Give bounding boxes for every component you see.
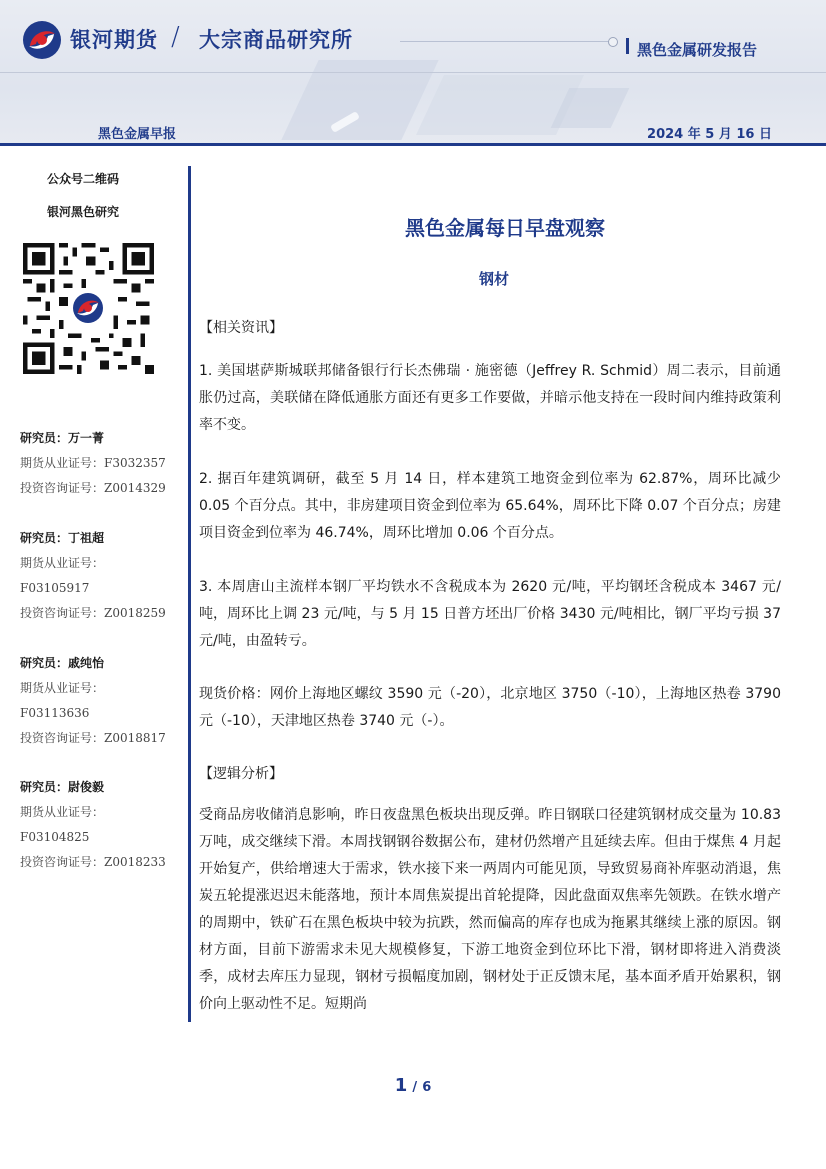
futures-license-number: F03113636 [20,706,90,720]
consulting-license: 投资咨询证号：Z0018259 [20,606,166,620]
header-divider [0,72,826,73]
analyst-name: 研究员：戚纯怡 [20,656,105,670]
analyst-name: 研究员：万一菁 [20,431,105,445]
news-item: 2. 据百年建筑调研，截至 5 月 14 日，样本建筑工地资金到位率为 62.87%，周环比减少 0.05 个百分点。其中，非房建项目资金到位率为 65.64%，周环比下降 0.07 个百分点；房建项目资金到位率为 46.74%，周环比增加 0.06 个百分点。 [199,471,781,541]
spot-price: 现货价格：网价上海地区螺纹 3590 元（-20），北京地区 3750（-10），上海地区热卷 3790 元（-10），天津地区热卷 3740 元（-）。 [199,686,781,729]
logic-analysis: 受商品房收储消息影响，昨日夜盘黑色板块出现反弹。昨日钢联口径建筑钢材成交量为 10.83 万吨，成交继续下滑。本周找钢钢谷数据公布，建材仍然增产且延续去库。但由于煤焦 4 月起开始复产，供给增速大于需求，铁水接下来一两周内可能见顶，导致贸易商补库驱动消退，焦炭五轮提涨迟迟未能落地，预计本周焦炭提出首轮提降，因此盘面双焦率先领跌。在铁水增产的周期中，铁矿石在黑色板块中较为抗跌，然而偏高的库存也成为拖累其继续上涨的原因。钢材方面，目前下游需求未见大规模修复，下游工地资金到位环比下滑，钢材即将进入消费淡季，成材去库压力显现，钢材亏损幅度加剧，钢材处于正反馈末尾，基本面矛盾开始累积，钢价向上驱动性不足。短期尚 [199,807,781,1012]
qr-caption: 公众号二维码 [47,172,120,186]
news-item: 3. 本周唐山主流样本钢厂平均铁水不含税成本为 2620 元/吨，平均钢坯含税成本 3467 元/吨，周环比上调 23 元/吨，与 5 月 15 日普方坯出厂价格 3430 元/吨相比，钢厂平均亏损 37 元/吨，由盈转亏。 [199,579,781,649]
report-date: 2024 年 5 月 16 日 [647,127,772,142]
report-type: 黑色金属研发报告 [637,41,758,59]
page-number [0,1075,826,1096]
header-rule [0,143,826,146]
brand-divider: / [171,22,180,52]
page-total: 6 [422,1080,432,1095]
consulting-license: 投资咨询证号：Z0018233 [20,855,166,869]
page-current: 1 [394,1075,408,1096]
consulting-license: 投资咨询证号：Z0014329 [20,481,166,495]
analyst-card [20,526,166,626]
galaxy-logo-icon [22,20,62,60]
report-subtitle: 黑色金属早报 [98,127,177,142]
institute-name: 大宗商品研究所 [199,28,353,52]
brand-name: 银河期货 [70,28,158,52]
report-header [0,0,826,146]
news-heading: 【相关资讯】 [199,320,283,336]
header-accent-bar [626,38,629,54]
section-title: 钢材 [478,270,509,288]
qr-account-name: 银河黑色研究 [47,205,120,219]
futures-license-label: 期货从业证号： [20,805,105,819]
page-separator: / [412,1080,418,1095]
analyst-card [20,775,166,875]
header-accent-line [400,41,610,42]
report-title: 黑色金属每日早盘观察 [405,216,605,240]
futures-license: 期货从业证号：F3032357 [20,456,166,470]
logic-heading: 【逻辑分析】 [199,766,283,782]
futures-license-number: F03105917 [20,581,90,595]
futures-license-number: F03104825 [20,830,90,844]
consulting-license: 投资咨询证号：Z0018817 [20,731,166,745]
qr-center-logo-icon [71,291,105,325]
sidebar-divider [188,166,191,1022]
analyst-name: 研究员：丁祖超 [20,531,105,545]
news-item: 1. 美国堪萨斯城联邦储备银行行长杰佛瑞 · 施密德（Jeffrey R. Schmid）周二表示，目前通胀仍过高，美联储在降低通胀方面还有更多工作要做，并暗示他支持在一段时间内维持政策利率不变。 [199,363,781,433]
analyst-card [20,426,166,501]
analyst-card [20,651,166,751]
futures-license-label: 期货从业证号： [20,556,105,570]
futures-license-label: 期货从业证号： [20,681,105,695]
analyst-name: 研究员：尉俊毅 [20,780,105,794]
header-accent-dot [608,37,618,47]
